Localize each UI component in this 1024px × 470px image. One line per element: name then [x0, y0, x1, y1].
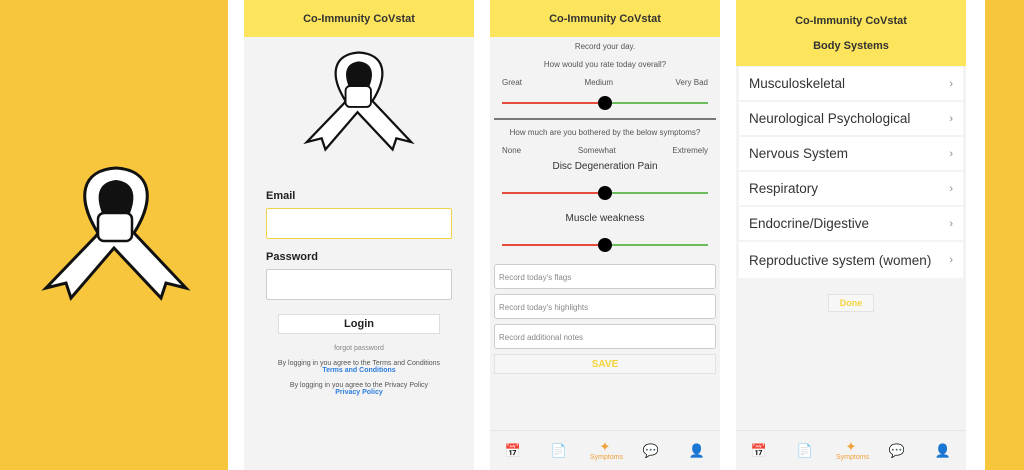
- slider-thumb[interactable]: [598, 186, 612, 200]
- login-screen: [244, 0, 474, 470]
- symptom-slider[interactable]: [502, 238, 708, 252]
- symptom-slider[interactable]: [502, 186, 708, 200]
- record-intro: Record your day.: [574, 42, 636, 51]
- chat-icon: 💬: [642, 442, 660, 458]
- slider-thumb[interactable]: [598, 238, 612, 252]
- terms-link[interactable]: Terms and Conditions: [322, 367, 396, 374]
- system-item-label: Reproductive system (women): [749, 252, 932, 268]
- system-item[interactable]: [739, 242, 963, 278]
- app-header: Co-Immunity CoVstat: [490, 0, 720, 37]
- chevron-right-icon: ›: [949, 77, 953, 90]
- calendar-check-icon: 📅: [504, 442, 522, 458]
- calendar-check-icon: 📅: [750, 442, 768, 458]
- email-field[interactable]: [266, 208, 452, 239]
- scale-none: None: [502, 146, 522, 155]
- body-systems-screen: [736, 0, 966, 470]
- terms-text: By logging in you agree to the Terms and Conditions: [277, 360, 441, 367]
- system-item[interactable]: [739, 102, 963, 135]
- system-item[interactable]: [739, 207, 963, 240]
- system-item-label: Endocrine/Digestive: [749, 216, 870, 231]
- ribbon-logo: [36, 158, 196, 308]
- medical-file-icon: 📄: [796, 442, 814, 458]
- scale-somewhat: Somewhat: [577, 146, 616, 155]
- person-icon: ✦: [845, 439, 857, 454]
- tab-label: Symptoms: [836, 454, 870, 461]
- password-field[interactable]: [266, 269, 452, 300]
- app-header: [736, 0, 966, 66]
- tab-symptoms[interactable]: [590, 439, 624, 461]
- system-item-label: Respiratory: [749, 181, 819, 196]
- chevron-right-icon: ›: [949, 182, 953, 195]
- user-gear-icon: 👤: [688, 442, 706, 458]
- forgot-password-link[interactable]: forgot password: [334, 345, 384, 352]
- tab-chat[interactable]: [636, 444, 666, 458]
- person-icon: ✦: [599, 439, 611, 454]
- overall-slider[interactable]: [502, 96, 708, 110]
- tab-chat[interactable]: [882, 444, 912, 458]
- user-gear-icon: 👤: [934, 442, 952, 458]
- chevron-right-icon: ›: [949, 147, 953, 160]
- slider-thumb[interactable]: [598, 96, 612, 110]
- medical-file-icon: 📄: [550, 442, 568, 458]
- system-item-label: Nervous System: [749, 146, 849, 161]
- app-header: Co-Immunity CoVstat: [244, 0, 474, 37]
- systems-list: [736, 67, 966, 278]
- login-button[interactable]: Login: [278, 314, 440, 334]
- system-item[interactable]: [739, 172, 963, 205]
- record-screen: [490, 0, 720, 470]
- overall-question: How would you rate today overall?: [543, 60, 667, 69]
- symptom-name: Muscle weakness: [565, 213, 645, 224]
- scale-medium: Medium: [584, 78, 613, 87]
- save-button[interactable]: SAVE: [494, 354, 716, 374]
- tab-symptoms[interactable]: [836, 439, 870, 461]
- tab-user-settings[interactable]: [928, 444, 958, 458]
- scale-very-bad: Very Bad: [675, 78, 708, 87]
- tab-calendar[interactable]: [498, 444, 528, 458]
- left-yellow-panel: [0, 0, 228, 470]
- page-subtitle: Body Systems: [813, 40, 889, 52]
- system-item[interactable]: [739, 67, 963, 100]
- notes-input[interactable]: Record additional notes: [494, 324, 716, 349]
- highlights-input[interactable]: Record today's highlights: [494, 294, 716, 319]
- symptoms-question: How much are you bothered by the below symptoms?: [509, 128, 701, 137]
- right-yellow-panel: [985, 0, 1024, 470]
- system-item-label: Musculoskeletal: [749, 76, 846, 91]
- app-title: Co-Immunity CoVstat: [795, 15, 907, 27]
- system-item[interactable]: [739, 137, 963, 170]
- chevron-right-icon: ›: [949, 253, 953, 266]
- ribbon-logo: [299, 45, 419, 157]
- password-label: Password: [266, 251, 318, 263]
- scale-extremely: Extremely: [672, 146, 708, 155]
- flags-input[interactable]: Record today's flags: [494, 264, 716, 289]
- scale-great: Great: [502, 78, 523, 87]
- symptom-name: Disc Degeneration Pain: [552, 161, 658, 172]
- tab-calendar[interactable]: [744, 444, 774, 458]
- chevron-right-icon: ›: [949, 217, 953, 230]
- email-label: Email: [266, 190, 296, 202]
- tab-report[interactable]: [790, 444, 820, 458]
- system-item-label: Neurological Psychological: [749, 111, 911, 126]
- privacy-link[interactable]: Privacy Policy: [335, 389, 383, 396]
- chat-icon: 💬: [888, 442, 906, 458]
- privacy-text: By logging in you agree to the Privacy Policy: [289, 382, 429, 389]
- tab-bar: [736, 430, 966, 470]
- tab-report[interactable]: [544, 444, 574, 458]
- tab-label: Symptoms: [590, 454, 624, 461]
- done-button[interactable]: Done: [828, 294, 874, 312]
- chevron-right-icon: ›: [949, 112, 953, 125]
- tab-bar: [490, 430, 720, 470]
- tab-user-settings[interactable]: [682, 444, 712, 458]
